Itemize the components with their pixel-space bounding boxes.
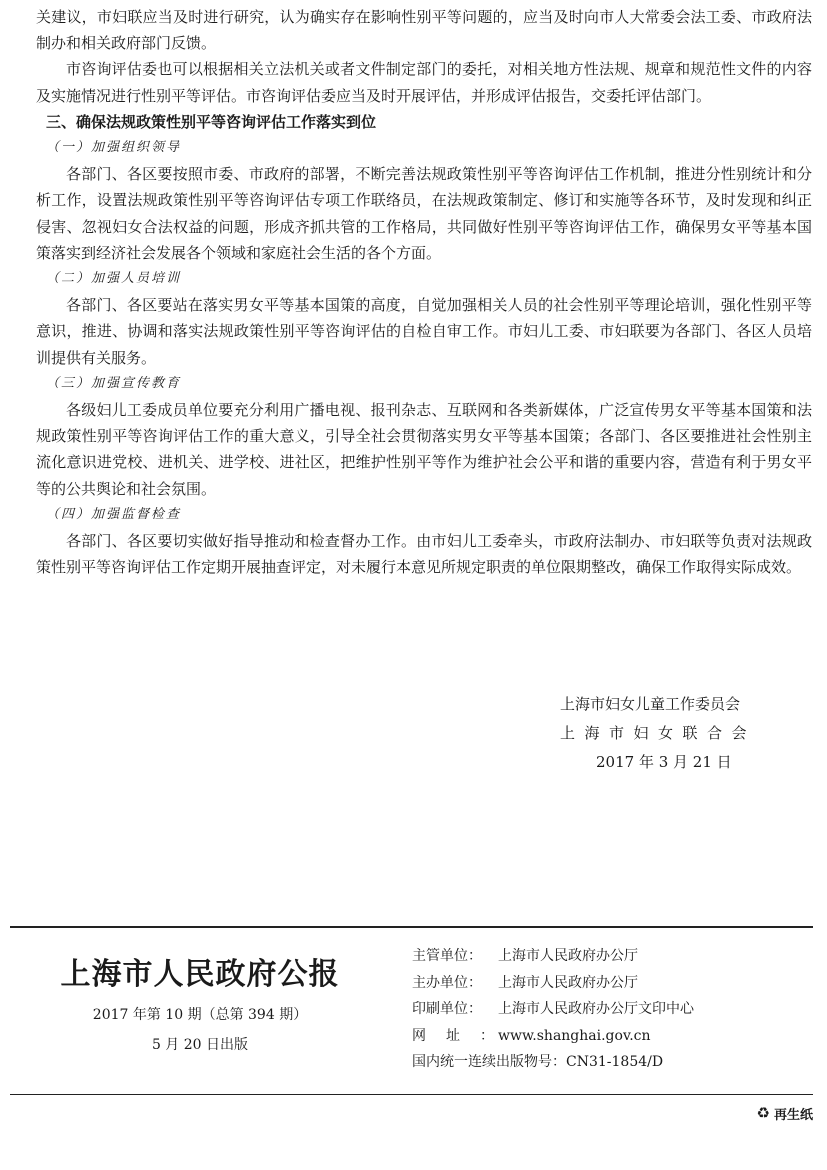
signature-org-1: 上海市妇女儿童工作委员会	[560, 695, 741, 713]
pubinfo-row-printer	[412, 996, 812, 1023]
subsection-3-text: 各级妇儿工委成员单位要充分利用广播电视、报刊杂志、互联网和各类新媒体，广泛宣传男女平等基本国策和法规政策性别平等咨询评估工作的重大意义，引导全社会贯彻落实男女平等基本国策；各部门、各区要推进社会性别主流化意识进党校、进机关、进学校、进社区，把维护性别平等作为维护社会公平和谐的重要内容，营造有利于男女平等的公共舆论和社会氛围。	[36, 401, 812, 498]
publication-info	[412, 943, 812, 1076]
signature-org-2: 上海市妇女联合会	[560, 724, 757, 742]
pubinfo-label: 主管单位：	[412, 948, 482, 964]
masthead-pub-date: 5 月 20 日出版	[151, 1037, 249, 1053]
footer-top-rule	[10, 926, 813, 928]
subsection-1-heading: （一）加强组织领导	[46, 140, 182, 156]
subsection-3-heading: （三）加强宣传教育	[46, 375, 182, 391]
pubinfo-label: 主办单位：	[412, 974, 482, 991]
document-body	[36, 4, 812, 580]
signature-date: 2017 年 3 月 21 日	[596, 753, 732, 771]
masthead	[40, 955, 360, 1059]
pubinfo-row-website	[412, 1023, 812, 1050]
pubinfo-row-sponsor	[412, 970, 812, 997]
masthead-title: 上海市人民政府公报	[60, 957, 340, 992]
subsection-2-text: 各部门、各区要站在落实男女平等基本国策的高度，自觉加强相关人员的社会性别平等理论培训，强化性别平等意识，推进、协调和落实法规政策性别平等咨询评估的自检自审工作。市妇儿工委、市妇联要为各部门、各区人员培训提供有关服务。	[36, 296, 812, 367]
pubinfo-label: 印刷单位：	[412, 1001, 482, 1017]
signature-block	[560, 690, 790, 777]
masthead-issue: 2017 年第 10 期（总第 394 期）	[92, 1007, 308, 1023]
subsection-4-text: 各部门、各区要切实做好指导推动和检查督办工作。由市妇儿工委牵头，市政府法制办、市妇联等负责对法规政策性别平等咨询评估工作定期开展抽查评定，对未履行本意见所规定职责的单位限期整改，确保工作取得实际成效。	[36, 532, 812, 577]
pubinfo-value: CN31-1854/D	[566, 1054, 664, 1070]
pubinfo-row-supervisor	[412, 943, 812, 970]
section-3-heading: 三、确保法规政策性别平等咨询评估工作落实到位	[46, 112, 377, 131]
pubinfo-label: 网址：	[412, 1027, 514, 1044]
pubinfo-value: 上海市人民政府办公厅文印中心	[498, 1001, 694, 1017]
footer-bottom-rule	[10, 1094, 813, 1095]
subsection-4-heading: （四）加强监督检查	[46, 506, 182, 522]
pubinfo-value: 上海市人民政府办公厅	[498, 974, 638, 991]
recycle-icon: ♻	[756, 1104, 770, 1122]
recycled-paper-mark	[757, 1104, 813, 1123]
paragraph-continued: 关建议，市妇联应当及时进行研究，认为确实存在影响性别平等问题的，应当及时向市人大常委会法工委、市政府法制办和相关政府部门反馈。	[36, 8, 812, 53]
recycled-paper-label: 再生纸	[773, 1108, 813, 1123]
pubinfo-row-serial-number	[412, 1049, 812, 1076]
subsection-1-text: 各部门、各区要按照市委、市政府的部署，不断完善法规政策性别平等咨询评估工作机制，推进分性别统计和分析工作，设置法规政策性别平等咨询评估专项工作联络员，在法规政策制定、修订和实施等各环节，及时发现和纠正侵害、忽视妇女合法权益的问题，形成齐抓共管的工作格局，共同做好性别平等咨询评估工作，确保男女平等基本国策落实到经济社会发展各个领域和家庭社会生活的各个方面。	[36, 165, 812, 262]
pubinfo-website-link[interactable]: www.shanghai.gov.cn	[498, 1027, 651, 1044]
paragraph-entrusted-evaluation: 市咨询评估委也可以根据相关立法机关或者文件制定部门的委托，对相关地方性法规、规章和规范性文件的内容及实施情况进行性别平等评估。市咨询评估委应当及时开展评估，并形成评估报告，交委托评估部门。	[36, 60, 812, 105]
subsection-2-heading: （二）加强人员培训	[46, 271, 182, 287]
pubinfo-label: 国内统一连续出版物号：	[412, 1054, 566, 1070]
pubinfo-value: 上海市人民政府办公厅	[498, 948, 638, 964]
